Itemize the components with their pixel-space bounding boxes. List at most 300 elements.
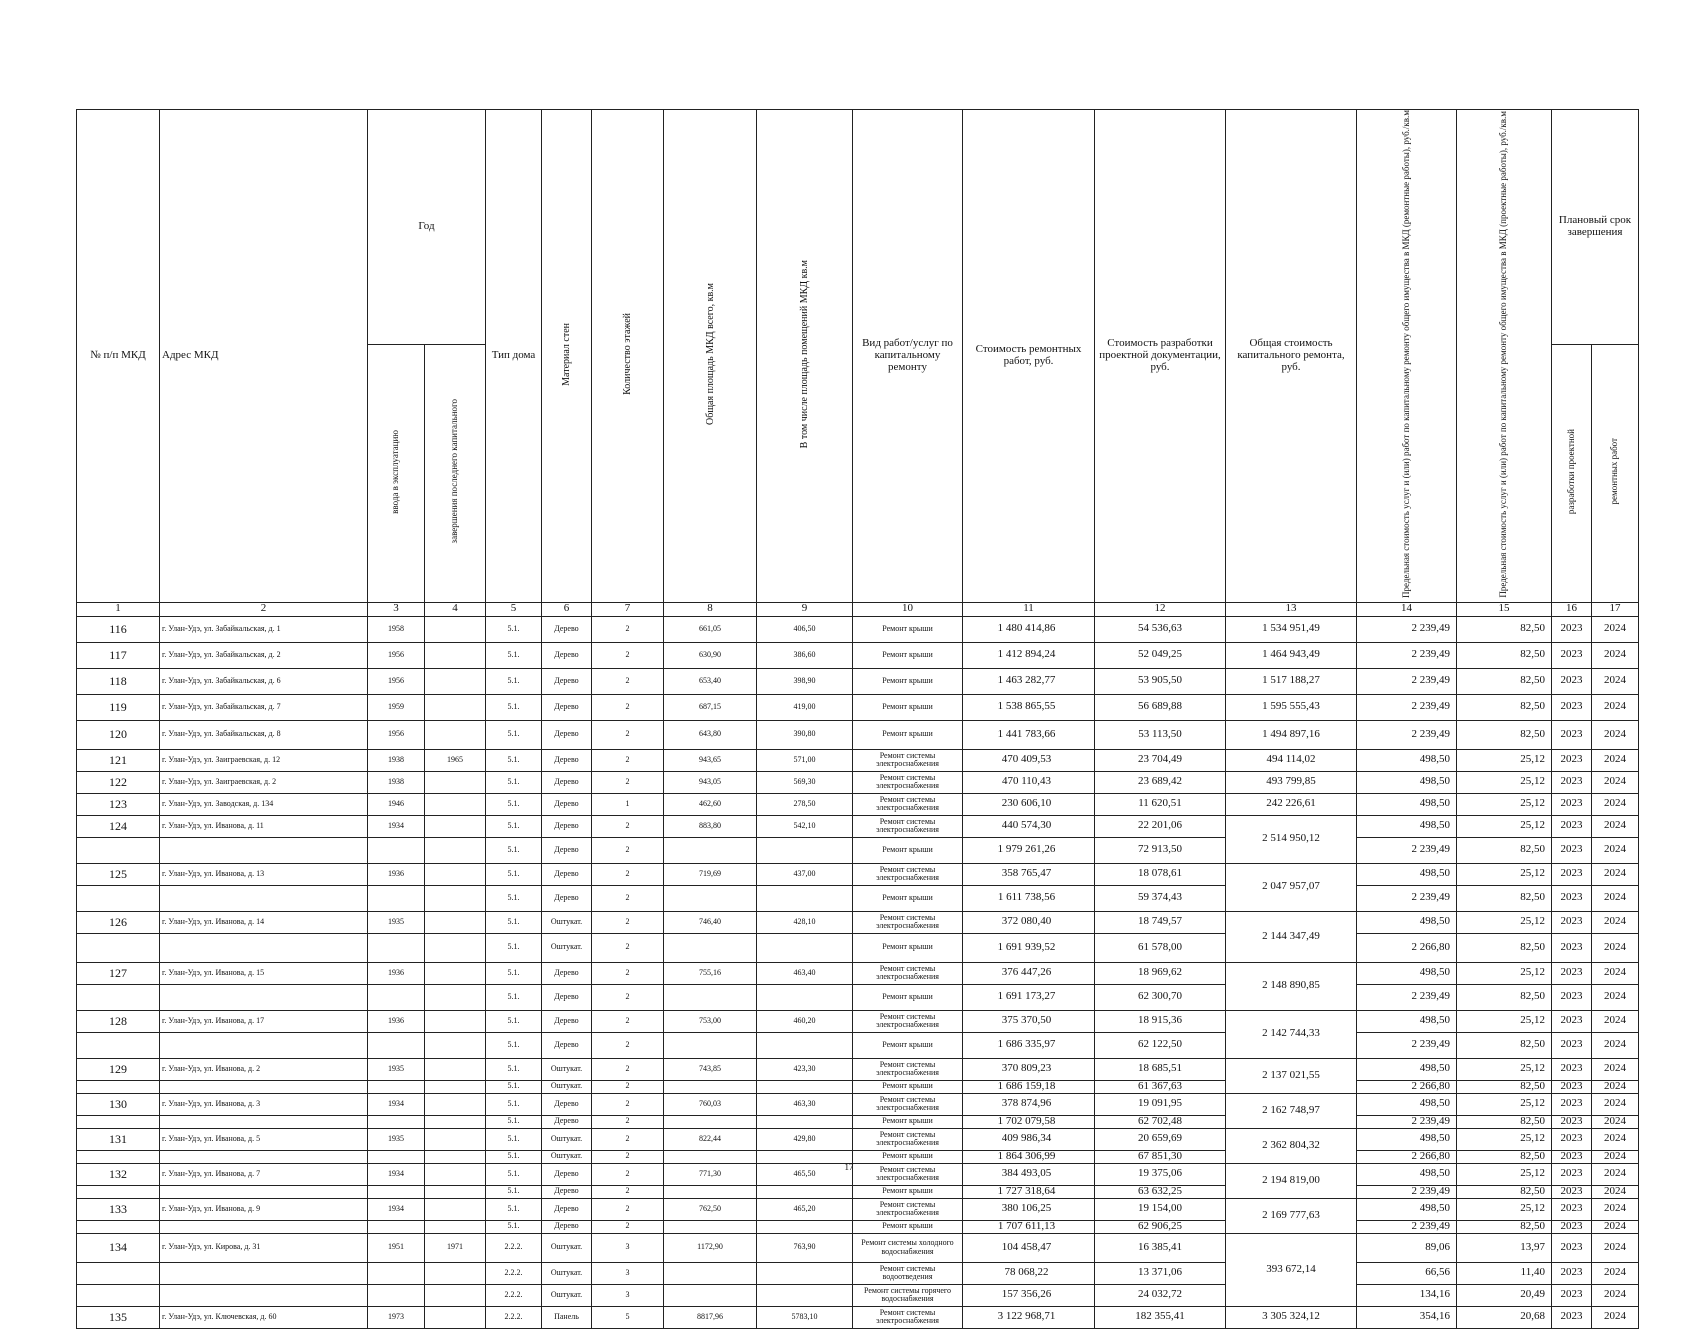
table-row (77, 984, 1639, 1010)
cell-total-area (664, 837, 757, 863)
table-row (77, 885, 1639, 911)
cell-limit-design: 13,97 (1457, 1233, 1552, 1262)
cell-deadline-repair: 2024 (1592, 1306, 1639, 1328)
cell-floors: 2 (592, 933, 664, 962)
cell-limit-design: 20,49 (1457, 1284, 1552, 1306)
cell-floors: 2 (592, 1220, 664, 1233)
cell-total-cost: 493 799,85 (1226, 771, 1357, 793)
header-work-type: Вид работ/услуг по капитальному ремонту (853, 110, 963, 603)
column-number: 14 (1357, 602, 1457, 616)
cell-year-last-repair (425, 984, 486, 1010)
cell-year-last-repair (425, 1115, 486, 1128)
header-limit-design: Предельная стоимость услуг и (или) работ по капитальному ремонту общего имущества в МКД (проектные работы), руб./кв.м (1457, 110, 1552, 603)
cell-year-last-repair (425, 863, 486, 885)
cell-deadline-design: 2023 (1552, 1198, 1592, 1220)
cell-row-number: 119 (77, 694, 160, 720)
cell-address: г. Улан-Удэ, ул. Забайкальская, д. 2 (160, 642, 368, 668)
cell-address (160, 1115, 368, 1128)
cell-repair-cost: 3 122 968,71 (963, 1306, 1095, 1328)
column-number: 5 (486, 602, 542, 616)
cell-house-type: 5.1. (486, 837, 542, 863)
cell-work-type: Ремонт системы электроснабжения (853, 1093, 963, 1115)
column-number: 12 (1095, 602, 1226, 616)
cell-year-commission (368, 1185, 425, 1198)
cell-row-number: 132 (77, 1163, 160, 1185)
cell-premises-area: 437,00 (757, 863, 853, 885)
cell-deadline-design: 2023 (1552, 911, 1592, 933)
cell-floors: 2 (592, 771, 664, 793)
cell-deadline-repair: 2024 (1592, 668, 1639, 694)
cell-floors: 3 (592, 1284, 664, 1306)
cell-address (160, 837, 368, 863)
cell-deadline-repair: 2024 (1592, 1093, 1639, 1115)
cell-work-type: Ремонт крыши (853, 1150, 963, 1163)
cell-limit-repair: 2 239,49 (1357, 694, 1457, 720)
header-deadline-design: разработки проектной (1552, 345, 1592, 603)
cell-total-area (664, 1032, 757, 1058)
cell-floors: 3 (592, 1233, 664, 1262)
cell-work-type: Ремонт системы электроснабжения (853, 1010, 963, 1032)
cell-floors: 2 (592, 863, 664, 885)
cell-design-cost: 19 091,95 (1095, 1093, 1226, 1115)
cell-deadline-repair: 2024 (1592, 1010, 1639, 1032)
header-floors: Количество этажей (592, 110, 664, 603)
cell-house-type: 5.1. (486, 885, 542, 911)
cell-deadline-repair: 2024 (1592, 1233, 1639, 1262)
cell-work-type: Ремонт системы электроснабжения (853, 911, 963, 933)
table-row (77, 1185, 1639, 1198)
cell-limit-repair: 2 239,49 (1357, 984, 1457, 1010)
cell-repair-cost: 470 409,53 (963, 749, 1095, 771)
cell-house-type: 5.1. (486, 1058, 542, 1080)
cell-year-commission: 1958 (368, 616, 425, 642)
cell-address (160, 1220, 368, 1233)
header-total-cost: Общая стоимость капитального ремонта, руб. (1226, 110, 1357, 603)
cell-total-area: 687,15 (664, 694, 757, 720)
cell-deadline-repair: 2024 (1592, 694, 1639, 720)
cell-limit-design: 82,50 (1457, 1150, 1552, 1163)
cell-wall-material: Дерево (542, 793, 592, 815)
cell-limit-repair: 498,50 (1357, 749, 1457, 771)
table-row (77, 1032, 1639, 1058)
cell-row-number (77, 1220, 160, 1233)
cell-limit-design: 20,68 (1457, 1306, 1552, 1328)
cell-total-area (664, 1115, 757, 1128)
column-number: 7 (592, 602, 664, 616)
cell-limit-design: 82,50 (1457, 837, 1552, 863)
cell-premises-area: 571,00 (757, 749, 853, 771)
cell-limit-design: 82,50 (1457, 668, 1552, 694)
cell-limit-repair: 2 239,49 (1357, 837, 1457, 863)
cell-limit-repair: 498,50 (1357, 1128, 1457, 1150)
cell-limit-repair: 2 239,49 (1357, 1115, 1457, 1128)
header-wall-material: Материал стен (542, 110, 592, 603)
cell-premises-area (757, 1080, 853, 1093)
cell-house-type: 5.1. (486, 1185, 542, 1198)
table-row (77, 933, 1639, 962)
cell-deadline-repair: 2024 (1592, 1150, 1639, 1163)
cell-work-type: Ремонт крыши (853, 933, 963, 962)
cell-premises-area: 463,40 (757, 962, 853, 984)
table-row (77, 1233, 1639, 1262)
cell-address (160, 1262, 368, 1284)
cell-limit-repair: 2 266,80 (1357, 1150, 1457, 1163)
cell-floors: 2 (592, 815, 664, 837)
cell-total-area: 8817,96 (664, 1306, 757, 1328)
cell-row-number: 130 (77, 1093, 160, 1115)
cell-work-type: Ремонт системы электроснабжения (853, 793, 963, 815)
cell-work-type: Ремонт системы электроснабжения (853, 1058, 963, 1080)
cell-year-commission: 1934 (368, 1093, 425, 1115)
cell-house-type: 5.1. (486, 1198, 542, 1220)
cell-year-last-repair (425, 616, 486, 642)
cell-deadline-design: 2023 (1552, 863, 1592, 885)
cell-floors: 2 (592, 1198, 664, 1220)
cell-design-cost: 54 536,63 (1095, 616, 1226, 642)
cell-address (160, 885, 368, 911)
header-year: Год (368, 110, 486, 345)
cell-floors: 2 (592, 1010, 664, 1032)
cell-year-commission: 1935 (368, 1058, 425, 1080)
cell-year-commission: 1956 (368, 720, 425, 749)
cell-total-cost: 2 047 957,07 (1226, 863, 1357, 911)
cell-total-area: 943,05 (664, 771, 757, 793)
cell-total-area: 653,40 (664, 668, 757, 694)
cell-total-cost: 2 514 950,12 (1226, 815, 1357, 863)
cell-premises-area (757, 1185, 853, 1198)
cell-deadline-repair: 2024 (1592, 1080, 1639, 1093)
table-row (77, 815, 1639, 837)
cell-floors: 2 (592, 668, 664, 694)
cell-premises-area (757, 933, 853, 962)
cell-wall-material: Дерево (542, 885, 592, 911)
cell-house-type: 5.1. (486, 1128, 542, 1150)
cell-year-last-repair (425, 1220, 486, 1233)
cell-house-type: 2.2.2. (486, 1233, 542, 1262)
cell-floors: 2 (592, 1093, 664, 1115)
cell-deadline-design: 2023 (1552, 1128, 1592, 1150)
cell-wall-material: Дерево (542, 694, 592, 720)
cell-wall-material: Дерево (542, 1115, 592, 1128)
cell-deadline-design: 2023 (1552, 771, 1592, 793)
cell-limit-design: 11,40 (1457, 1262, 1552, 1284)
cell-address: г. Улан-Удэ, ул. Иванова, д. 9 (160, 1198, 368, 1220)
table-row (77, 1262, 1639, 1284)
cell-row-number: 131 (77, 1128, 160, 1150)
cell-work-type: Ремонт системы горячего водоснабжения (853, 1284, 963, 1306)
cell-work-type: Ремонт системы электроснабжения (853, 749, 963, 771)
cell-deadline-design: 2023 (1552, 1220, 1592, 1233)
cell-total-area: 746,40 (664, 911, 757, 933)
cell-limit-design: 25,12 (1457, 815, 1552, 837)
cell-repair-cost: 1 441 783,66 (963, 720, 1095, 749)
cell-limit-repair: 498,50 (1357, 1198, 1457, 1220)
cell-deadline-repair: 2024 (1592, 933, 1639, 962)
cell-total-area: 771,30 (664, 1163, 757, 1185)
cell-deadline-design: 2023 (1552, 1010, 1592, 1032)
cell-total-area (664, 984, 757, 1010)
cell-house-type: 5.1. (486, 1080, 542, 1093)
cell-design-cost: 13 371,06 (1095, 1262, 1226, 1284)
cell-address: г. Улан-Удэ, ул. Иванова, д. 3 (160, 1093, 368, 1115)
cell-limit-design: 25,12 (1457, 793, 1552, 815)
cell-address: г. Улан-Удэ, ул. Иванова, д. 2 (160, 1058, 368, 1080)
cell-row-number: 122 (77, 771, 160, 793)
cell-wall-material: Дерево (542, 771, 592, 793)
cell-repair-cost: 1 691 173,27 (963, 984, 1095, 1010)
cell-house-type: 5.1. (486, 749, 542, 771)
cell-limit-design: 82,50 (1457, 694, 1552, 720)
cell-total-cost: 494 114,02 (1226, 749, 1357, 771)
cell-total-cost: 2 194 819,00 (1226, 1163, 1357, 1198)
cell-design-cost: 20 659,69 (1095, 1128, 1226, 1150)
cell-design-cost: 18 749,57 (1095, 911, 1226, 933)
cell-design-cost: 18 969,62 (1095, 962, 1226, 984)
cell-address: г. Улан-Удэ, ул. Кирова, д. 31 (160, 1233, 368, 1262)
cell-wall-material: Дерево (542, 642, 592, 668)
cell-premises-area: 386,60 (757, 642, 853, 668)
cell-wall-material: Оштукат. (542, 1233, 592, 1262)
header-limit-repair: Предельная стоимость услуг и (или) работ по капитальному ремонту общего имущества в МКД (ремонтные работы), руб./кв.м (1357, 110, 1457, 603)
cell-year-commission (368, 1080, 425, 1093)
cell-wall-material: Дерево (542, 1093, 592, 1115)
cell-work-type: Ремонт крыши (853, 694, 963, 720)
cell-row-number: 124 (77, 815, 160, 837)
column-number: 9 (757, 602, 853, 616)
cell-address: г. Улан-Удэ, ул. Иванова, д. 7 (160, 1163, 368, 1185)
cell-repair-cost: 1 538 865,55 (963, 694, 1095, 720)
cell-year-last-repair (425, 1093, 486, 1115)
cell-wall-material: Оштукат. (542, 1058, 592, 1080)
cell-wall-material: Дерево (542, 1220, 592, 1233)
cell-limit-design: 82,50 (1457, 1032, 1552, 1058)
cell-premises-area (757, 885, 853, 911)
cell-row-number: 133 (77, 1198, 160, 1220)
header-year-commission: ввода в эксплуатацию (368, 345, 425, 603)
cell-premises-area: 542,10 (757, 815, 853, 837)
cell-house-type: 5.1. (486, 694, 542, 720)
cell-house-type: 5.1. (486, 1220, 542, 1233)
cell-deadline-design: 2023 (1552, 1032, 1592, 1058)
header-design-cost: Стоимость разработки проектной документации, руб. (1095, 110, 1226, 603)
column-number: 10 (853, 602, 963, 616)
cell-premises-area (757, 837, 853, 863)
cell-deadline-repair: 2024 (1592, 863, 1639, 885)
cell-work-type: Ремонт крыши (853, 885, 963, 911)
cell-total-cost: 2 169 777,63 (1226, 1198, 1357, 1233)
cell-deadline-repair: 2024 (1592, 720, 1639, 749)
cell-floors: 3 (592, 1262, 664, 1284)
cell-limit-repair: 2 239,49 (1357, 616, 1457, 642)
cell-repair-cost: 1 463 282,77 (963, 668, 1095, 694)
cell-premises-area (757, 1262, 853, 1284)
cell-design-cost: 67 851,30 (1095, 1150, 1226, 1163)
cell-design-cost: 18 685,51 (1095, 1058, 1226, 1080)
cell-address: г. Улан-Удэ, ул. Иванова, д. 14 (160, 911, 368, 933)
cell-floors: 1 (592, 793, 664, 815)
header-house-type: Тип дома (486, 110, 542, 603)
cell-row-number: 126 (77, 911, 160, 933)
cell-premises-area: 763,90 (757, 1233, 853, 1262)
cell-wall-material: Дерево (542, 720, 592, 749)
cell-floors: 2 (592, 694, 664, 720)
cell-row-number (77, 1032, 160, 1058)
column-number: 1 (77, 602, 160, 616)
cell-house-type: 5.1. (486, 642, 542, 668)
cell-total-area: 760,03 (664, 1093, 757, 1115)
cell-total-area (664, 885, 757, 911)
cell-year-commission: 1935 (368, 911, 425, 933)
cell-premises-area (757, 1284, 853, 1306)
cell-work-type: Ремонт крыши (853, 720, 963, 749)
cell-deadline-repair: 2024 (1592, 1115, 1639, 1128)
cell-limit-repair: 2 266,80 (1357, 933, 1457, 962)
cell-work-type: Ремонт крыши (853, 1115, 963, 1128)
cell-design-cost: 62 300,70 (1095, 984, 1226, 1010)
cell-year-last-repair (425, 1198, 486, 1220)
cell-year-last-repair (425, 1128, 486, 1150)
cell-premises-area: 428,10 (757, 911, 853, 933)
cell-deadline-design: 2023 (1552, 1093, 1592, 1115)
cell-deadline-repair: 2024 (1592, 1058, 1639, 1080)
cell-premises-area (757, 1220, 853, 1233)
table-row (77, 1220, 1639, 1233)
cell-house-type: 2.2.2. (486, 1284, 542, 1306)
cell-year-commission (368, 1262, 425, 1284)
cell-design-cost: 52 049,25 (1095, 642, 1226, 668)
cell-house-type: 2.2.2. (486, 1262, 542, 1284)
cell-repair-cost: 1 702 079,58 (963, 1115, 1095, 1128)
cell-deadline-repair: 2024 (1592, 793, 1639, 815)
cell-total-area: 1172,90 (664, 1233, 757, 1262)
cell-floors: 2 (592, 642, 664, 668)
cell-floors: 2 (592, 1163, 664, 1185)
cell-total-cost: 1 494 897,16 (1226, 720, 1357, 749)
cell-house-type: 5.1. (486, 1093, 542, 1115)
table-row (77, 911, 1639, 933)
table-row (77, 642, 1639, 668)
cell-deadline-repair: 2024 (1592, 1032, 1639, 1058)
cell-year-last-repair (425, 1032, 486, 1058)
cell-deadline-design: 2023 (1552, 616, 1592, 642)
cell-work-type: Ремонт системы электроснабжения (853, 771, 963, 793)
cell-limit-design: 25,12 (1457, 863, 1552, 885)
cell-floors: 2 (592, 1058, 664, 1080)
cell-repair-cost: 104 458,47 (963, 1233, 1095, 1262)
cell-work-type: Ремонт крыши (853, 984, 963, 1010)
cell-total-cost: 2 137 021,55 (1226, 1058, 1357, 1093)
cell-year-last-repair (425, 1284, 486, 1306)
cell-year-last-repair (425, 1262, 486, 1284)
cell-year-commission: 1946 (368, 793, 425, 815)
cell-year-last-repair: 1965 (425, 749, 486, 771)
cell-deadline-repair: 2024 (1592, 1198, 1639, 1220)
cell-work-type: Ремонт крыши (853, 616, 963, 642)
cell-premises-area: 465,50 (757, 1163, 853, 1185)
table-row (77, 1306, 1639, 1328)
cell-year-last-repair: 1971 (425, 1233, 486, 1262)
cell-limit-repair: 498,50 (1357, 1058, 1457, 1080)
table-row (77, 771, 1639, 793)
cell-row-number: 129 (77, 1058, 160, 1080)
cell-row-number: 135 (77, 1306, 160, 1328)
cell-year-commission (368, 885, 425, 911)
cell-row-number: 134 (77, 1233, 160, 1262)
cell-wall-material: Дерево (542, 984, 592, 1010)
cell-row-number: 120 (77, 720, 160, 749)
cell-wall-material: Дерево (542, 863, 592, 885)
cell-limit-repair: 66,56 (1357, 1262, 1457, 1284)
cell-total-area (664, 1284, 757, 1306)
cell-year-last-repair (425, 1010, 486, 1032)
cell-repair-cost: 1 412 894,24 (963, 642, 1095, 668)
cell-year-commission: 1951 (368, 1233, 425, 1262)
cell-address: г. Улан-Удэ, ул. Иванова, д. 13 (160, 863, 368, 885)
cell-year-commission: 1959 (368, 694, 425, 720)
cell-year-last-repair (425, 933, 486, 962)
cell-premises-area: 406,50 (757, 616, 853, 642)
cell-year-commission: 1938 (368, 749, 425, 771)
cell-wall-material: Дерево (542, 616, 592, 642)
cell-total-cost: 1 517 188,27 (1226, 668, 1357, 694)
cell-limit-design: 25,12 (1457, 749, 1552, 771)
cell-house-type: 5.1. (486, 1163, 542, 1185)
cell-premises-area: 419,00 (757, 694, 853, 720)
cell-deadline-design: 2023 (1552, 720, 1592, 749)
cell-wall-material: Дерево (542, 962, 592, 984)
cell-address: г. Улан-Удэ, ул. Забайкальская, д. 8 (160, 720, 368, 749)
cell-premises-area: 465,20 (757, 1198, 853, 1220)
table-row (77, 616, 1639, 642)
cell-limit-design: 82,50 (1457, 642, 1552, 668)
cell-deadline-repair: 2024 (1592, 771, 1639, 793)
cell-wall-material: Оштукат. (542, 1080, 592, 1093)
cell-row-number: 121 (77, 749, 160, 771)
cell-deadline-design: 2023 (1552, 1306, 1592, 1328)
cell-limit-design: 25,12 (1457, 1128, 1552, 1150)
cell-deadline-design: 2023 (1552, 1185, 1592, 1198)
table-row (77, 1115, 1639, 1128)
cell-design-cost: 63 632,25 (1095, 1185, 1226, 1198)
table-row (77, 1058, 1639, 1080)
cell-year-commission: 1936 (368, 1010, 425, 1032)
cell-year-commission: 1935 (368, 1128, 425, 1150)
cell-house-type: 5.1. (486, 616, 542, 642)
cell-total-area: 753,00 (664, 1010, 757, 1032)
cell-total-area (664, 933, 757, 962)
cell-year-last-repair (425, 642, 486, 668)
table-row (77, 863, 1639, 885)
cell-house-type: 5.1. (486, 933, 542, 962)
cell-limit-repair: 498,50 (1357, 815, 1457, 837)
cell-repair-cost: 157 356,26 (963, 1284, 1095, 1306)
cell-total-cost: 1 464 943,49 (1226, 642, 1357, 668)
cell-limit-design: 25,12 (1457, 1010, 1552, 1032)
cell-limit-repair: 2 239,49 (1357, 1032, 1457, 1058)
cell-total-area: 643,80 (664, 720, 757, 749)
table-row (77, 1080, 1639, 1093)
cell-repair-cost: 1 691 939,52 (963, 933, 1095, 962)
cell-work-type: Ремонт системы электроснабжения (853, 863, 963, 885)
cell-house-type: 5.1. (486, 1115, 542, 1128)
cell-premises-area: 460,20 (757, 1010, 853, 1032)
cell-limit-repair: 89,06 (1357, 1233, 1457, 1262)
cell-year-commission (368, 1284, 425, 1306)
cell-work-type: Ремонт крыши (853, 837, 963, 863)
cell-design-cost: 18 078,61 (1095, 863, 1226, 885)
cell-house-type: 5.1. (486, 984, 542, 1010)
cell-year-commission: 1938 (368, 771, 425, 793)
